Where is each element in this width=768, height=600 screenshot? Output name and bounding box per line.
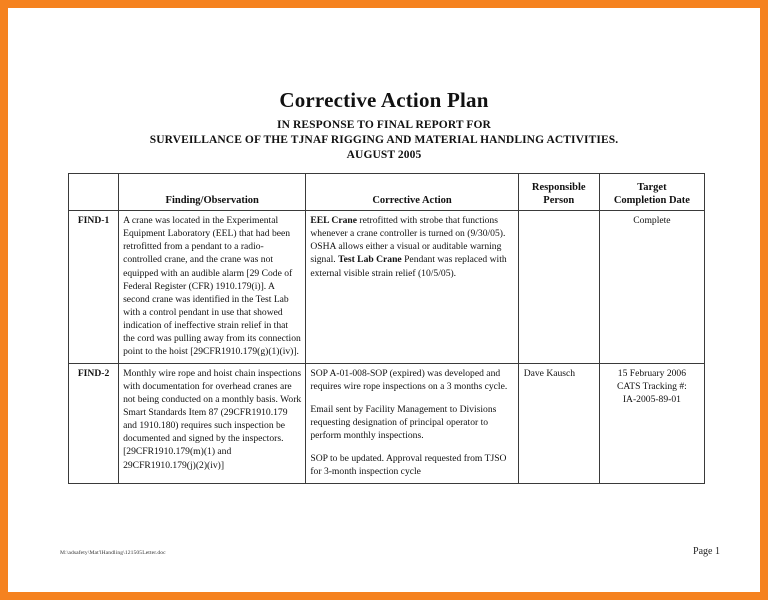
column-header-target-date-line-2: Completion Date [613, 194, 690, 206]
table-header-row [69, 174, 705, 211]
subtitle-line-1: IN RESPONSE TO FINAL REPORT FOR [277, 119, 491, 131]
corrective-action-paragraph: EEL Crane retrofitted with strobe that functions whenever a crane controller is turned on (9/30/05). OSHA allows either a visual or auditable warning signal. Test Lab Crane Pendant was replaced with external visible strain relief (10/5/05). [310, 215, 507, 279]
footer-file-path: M:\adsafety\Mat'lHandling\121505Letter.doc [60, 550, 166, 556]
subtitle-line-3: AUGUST 2005 [346, 149, 422, 162]
corrective-action-paragraph: Email sent by Facility Management to Divisions requesting designation of principal operator to perform monthly inspections. [310, 403, 497, 442]
column-header-responsible-person [518, 174, 599, 211]
page-title: Corrective Action Plan [279, 88, 489, 112]
corrective-action-paragraph: SOP to be updated. Approval requested from TJSO for 3-month inspection cycle [310, 453, 507, 478]
corrective-action-text [306, 363, 518, 483]
corrective-action-paragraph: SOP A-01-008-SOP (expired) was developed and requires wire rope inspections on a 3 months cycle. [310, 367, 508, 392]
column-header-responsible-person-line-1: Responsible [531, 181, 586, 193]
target-date-line-2: CATS Tracking #: [616, 380, 687, 392]
target-completion-date [599, 363, 704, 483]
table-row [69, 363, 705, 483]
target-completion-date: Complete [599, 211, 704, 364]
page-frame [8, 8, 760, 592]
target-date-line-1: 15 February 2006 [617, 367, 687, 379]
responsible-person: Dave Kausch [518, 363, 599, 483]
table-body [69, 211, 705, 484]
column-header-target-completion-date [599, 174, 704, 211]
column-header-action: Corrective Action [306, 174, 518, 211]
responsible-person [518, 211, 599, 364]
table-header [69, 174, 705, 211]
finding-observation-text: A crane was located in the Experimental Equipment Laboratory (EEL) that had been retrofitted from a pendant to a radio-controlled crane, and the crane was not equipped with an audible alarm [29 Code of Federal Register (CFR) 1910.179(i)]. A second crane was identified in the Test Lab with a control pendant in use that showed indication of ineffective strain relief in that the cord was pulling away from its connection point to the hoist [29CFR1910.179(g)(1)(iv)]. [119, 211, 306, 364]
document-subtitle [8, 118, 760, 164]
page-canvas [8, 8, 760, 592]
corrective-action-text [306, 211, 518, 364]
column-header-id [69, 174, 119, 211]
corrective-action-table [68, 173, 705, 484]
finding-observation-text: Monthly wire rope and hoist chain inspections with documentation for overhead cranes are not being conducted on a monthly basis. Work Smart Standards Item 87 (29CFR1910.179 and 1910.180) requires such inspection be documented and signed by the inspectors. [29CFR1910.179(m)(1) and 29CFR1910.179(j)(2)(iv)] [119, 363, 306, 483]
footer-page-number: Page 1 [693, 546, 720, 557]
column-header-target-date-line-1: Target [637, 181, 667, 193]
document-header [8, 88, 760, 164]
page-footer [60, 546, 720, 557]
finding-id: FIND-2 [69, 363, 119, 483]
column-header-finding: Finding/Observation [119, 174, 306, 211]
table-row [69, 211, 705, 364]
finding-id: FIND-1 [69, 211, 119, 364]
target-date-line-3: IA-2005-89-01 [622, 393, 681, 405]
column-header-responsible-person-line-2: Person [543, 194, 575, 206]
subtitle-line-2: SURVEILLANCE OF THE TJNAF RIGGING AND MATERIAL HANDLING ACTIVITIES. [149, 134, 619, 147]
